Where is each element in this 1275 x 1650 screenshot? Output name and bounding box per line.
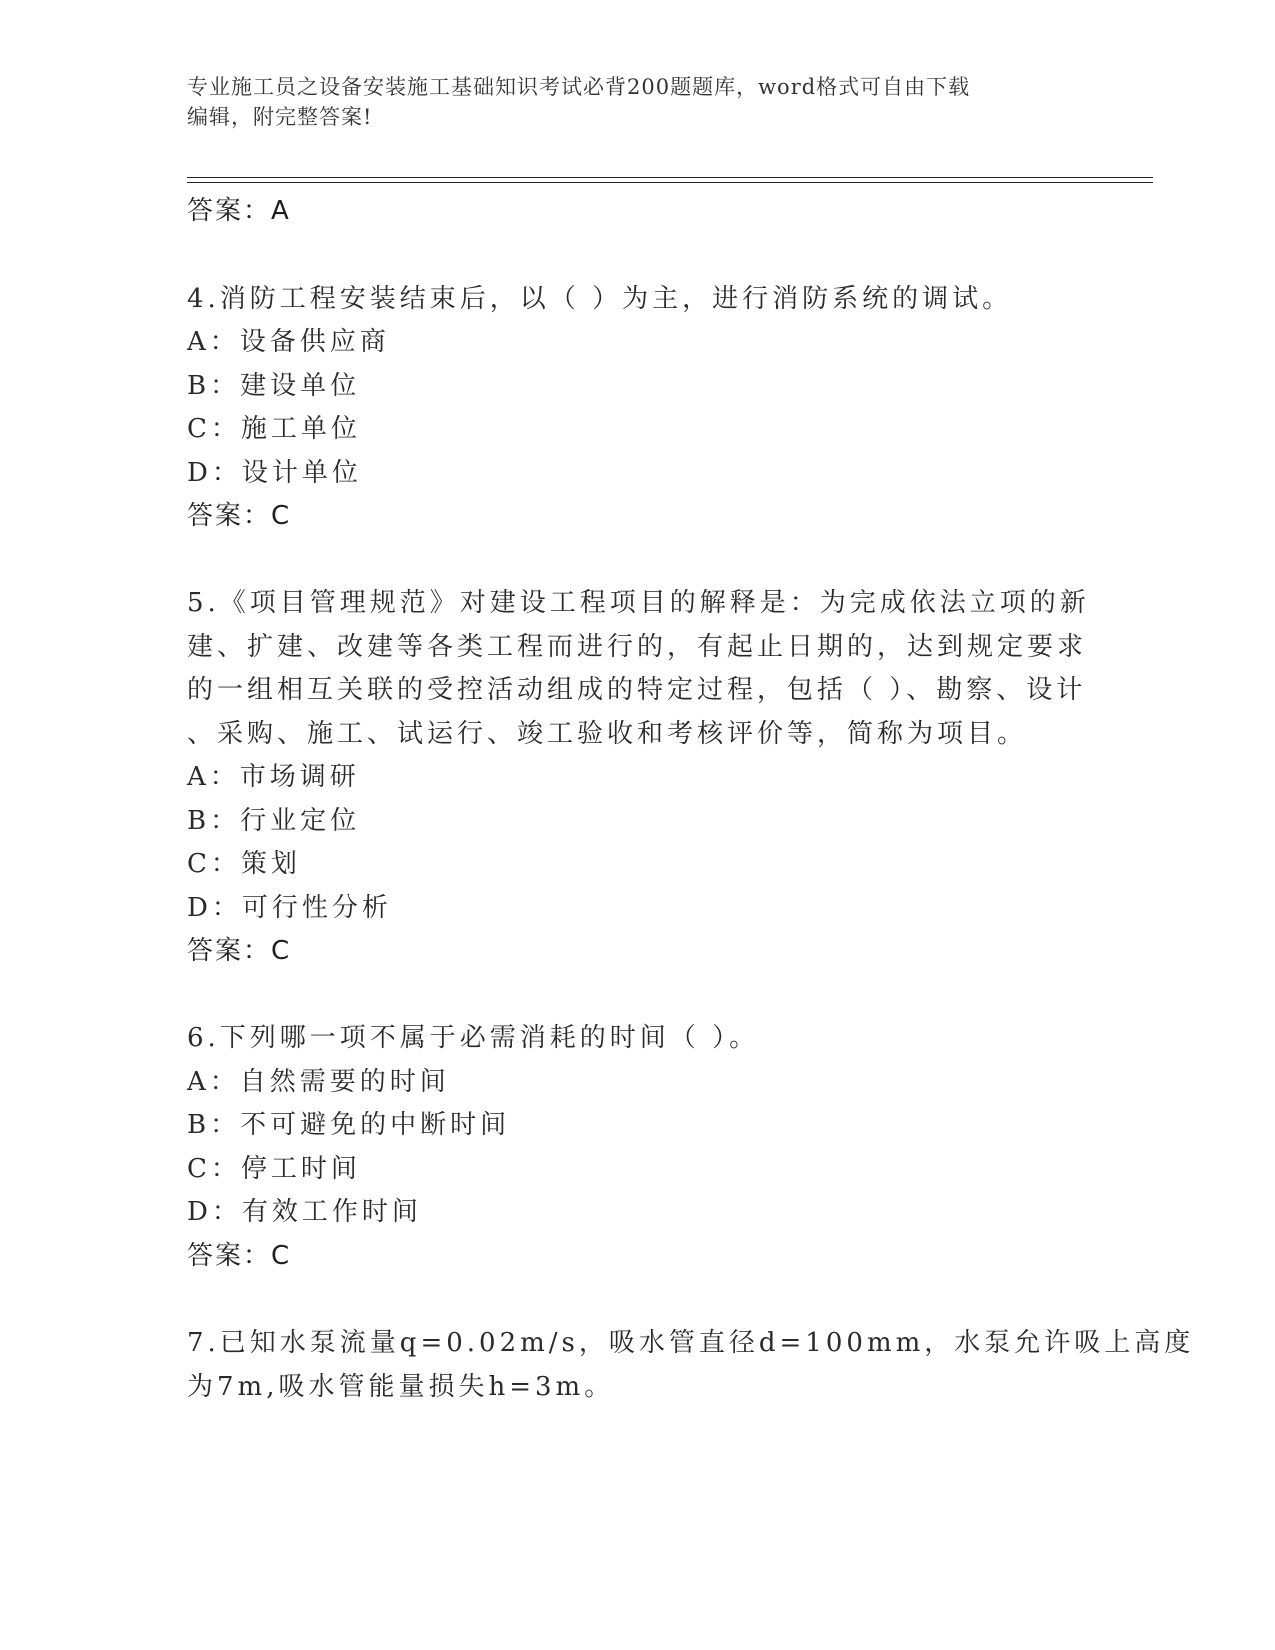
question-6-stem: 6.下列哪一项不属于必需消耗的时间（ ）。 <box>187 1023 760 1053</box>
question-5-stem-line-4: 、采购、施工、试运行、竣工验收和考核评价等，简称为项目。 <box>187 719 1028 749</box>
question-4-answer: 答案：C <box>187 501 292 531</box>
question-4-option-b: B：建设单位 <box>187 371 361 401</box>
question-7-stem-line-1: 7.已知水泵流量q=0.02m/s，吸水管直径d=100mm，水泵允许吸上高度 <box>187 1328 1195 1358</box>
header-line-1: 专业施工员之设备安装施工基础知识考试必背200题题库，word格式可自由下载 <box>187 75 971 99</box>
question-4-stem: 4.消防工程安装结束后，以（ ）为主，进行消防系统的调试。 <box>187 284 1013 314</box>
document-header <box>187 72 1087 132</box>
question-7-stem-line-2: 为7m,吸水管能量损失h=3m。 <box>187 1372 615 1402</box>
question-5-option-d: D：可行性分析 <box>187 893 392 923</box>
question-6-option-b: B：不可避免的中断时间 <box>187 1110 511 1140</box>
question-5-answer: 答案：C <box>187 936 292 966</box>
question-4-option-c: C：施工单位 <box>187 414 361 444</box>
question-5-stem-line-2: 建、扩建、改建等各类工程而进行的，有起止日期的，达到规定要求 <box>187 632 1088 662</box>
question-5-stem-line-1: 5.《项目管理规范》对建设工程项目的解释是：为完成依法立项的新 <box>187 588 1090 618</box>
question-6-option-d: D：有效工作时间 <box>187 1197 422 1227</box>
question-5-option-c: C：策划 <box>187 849 301 879</box>
question-6-answer: 答案：C <box>187 1241 292 1271</box>
question-5-option-b: B：行业定位 <box>187 806 361 836</box>
question-6-option-c: C：停工时间 <box>187 1154 361 1184</box>
header-rule-bottom <box>187 182 1153 183</box>
question-6-option-a: A：自然需要的时间 <box>187 1067 450 1097</box>
header-line-2: 编辑，附完整答案! <box>187 105 373 129</box>
question-5-option-a: A：市场调研 <box>187 762 360 792</box>
question-4-option-a: A：设备供应商 <box>187 327 390 357</box>
header-rule-top <box>187 177 1153 178</box>
question-5-stem-line-3: 的一组相互关联的受控活动组成的特定过程，包括（ ）、勘察、设计 <box>187 675 1087 705</box>
prev-question-answer: 答案：A <box>187 196 291 226</box>
question-4-option-d: D：设计单位 <box>187 458 362 488</box>
